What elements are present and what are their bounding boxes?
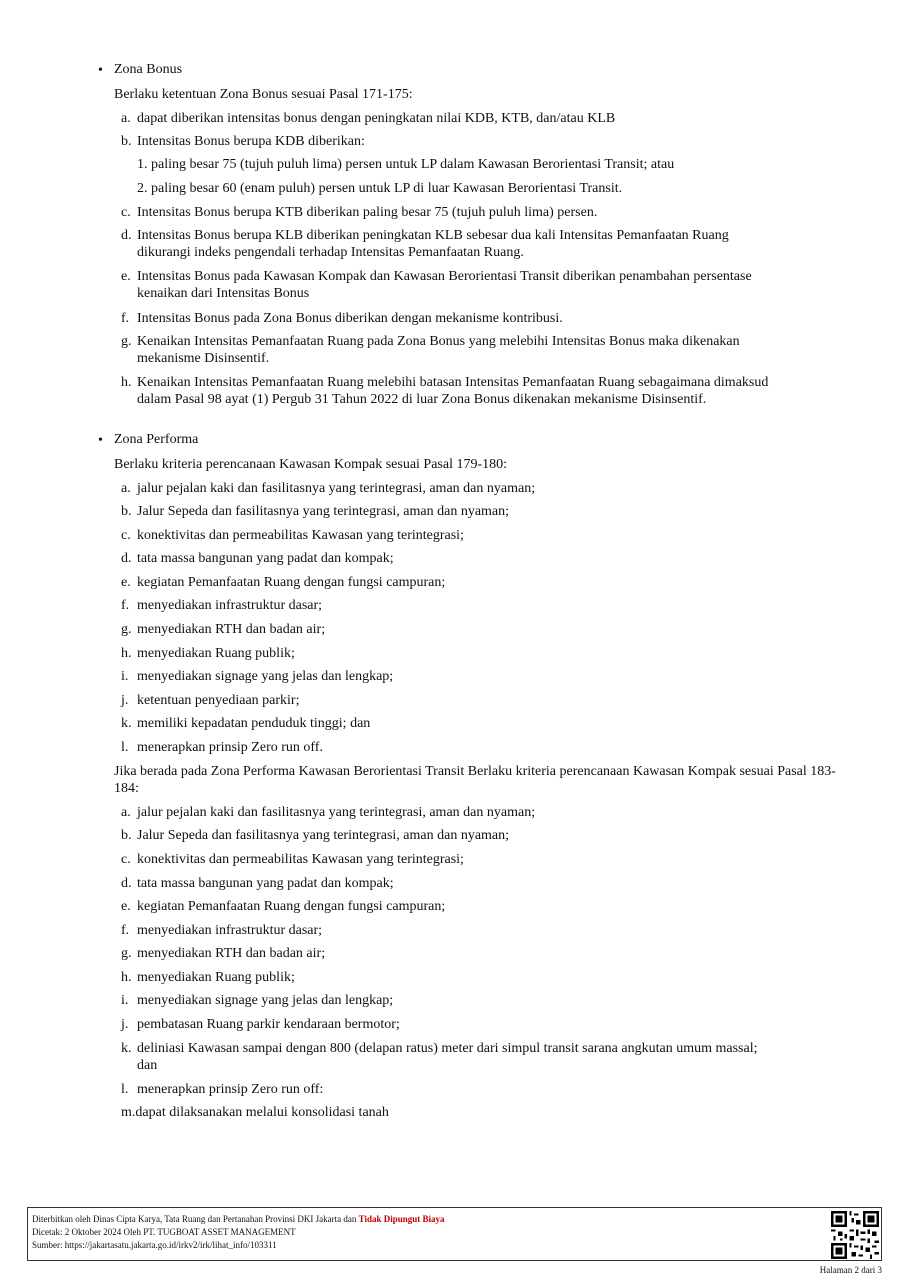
list-item-text: menyediakan signage yang jelas dan lengkap; bbox=[137, 669, 394, 684]
list-item bbox=[121, 1081, 781, 1098]
list-item-text: Kenaikan Intensitas Pemanfaatan Ruang pada Zona Bonus yang melebihi Intensitas Bonus maka dikenakan mekanisme Disinsentif. bbox=[137, 334, 740, 366]
list-item-text: Jalur Sepeda dan fasilitasnya yang terintegrasi, aman dan nyaman; bbox=[137, 828, 510, 843]
list-item bbox=[121, 804, 781, 821]
list-item bbox=[121, 310, 781, 327]
list-item bbox=[121, 875, 781, 892]
list-item bbox=[121, 645, 781, 662]
section-title-zona-performa: Zona Performa bbox=[114, 432, 199, 447]
list-item-text: menyediakan infrastruktur dasar; bbox=[137, 598, 323, 613]
list-item bbox=[121, 597, 781, 614]
list-item-last: m.dapat dilaksanakan melalui konsolidasi tanah bbox=[121, 1105, 389, 1120]
list-item bbox=[121, 268, 781, 302]
list-item-text: menerapkan prinsip Zero run off. bbox=[137, 740, 323, 755]
list-item bbox=[121, 480, 781, 497]
list-marker: e. bbox=[121, 269, 131, 284]
list-item bbox=[121, 204, 781, 221]
zona-performa-intro: Berlaku kriteria perencanaan Kawasan Kompak sesuai Pasal 179-180: bbox=[114, 457, 508, 472]
list-marker: j. bbox=[121, 1017, 129, 1032]
list-item-text: jalur pejalan kaki dan fasilitasnya yang terintegrasi, aman dan nyaman; bbox=[137, 481, 536, 496]
list-item bbox=[121, 374, 781, 408]
list-marker: b. bbox=[121, 134, 132, 149]
list-marker: e. bbox=[121, 899, 131, 914]
list-item-text: Intensitas Bonus berupa KTB diberikan paling besar 75 (tujuh puluh lima) persen. bbox=[137, 205, 598, 220]
footer-publisher-line bbox=[32, 1213, 445, 1226]
list-marker: c. bbox=[121, 205, 131, 220]
list-marker: c. bbox=[121, 852, 131, 867]
list-item bbox=[121, 574, 781, 591]
list-item-text: konektivitas dan permeabilitas Kawasan yang terintegrasi; bbox=[137, 528, 464, 543]
list-marker: d. bbox=[121, 228, 132, 243]
list-item bbox=[121, 550, 781, 567]
list-item bbox=[121, 692, 781, 709]
list-item bbox=[121, 715, 781, 732]
list-item-text: menyediakan RTH dan badan air; bbox=[137, 622, 326, 637]
section-title-zona-bonus: Zona Bonus bbox=[114, 62, 183, 77]
list-marker: k. bbox=[121, 1041, 132, 1056]
list-item-text: menyediakan Ruang publik; bbox=[137, 970, 295, 985]
list-item bbox=[121, 133, 781, 150]
list-item-text: menyediakan infrastruktur dasar; bbox=[137, 923, 323, 938]
list-item bbox=[121, 333, 781, 367]
footer-source: Sumber: https://jakartasatu.jakarta.go.id/irkv2/irk/lihat_info/103311 bbox=[32, 1240, 277, 1250]
list-marker: a. bbox=[121, 111, 131, 126]
list-item-text: jalur pejalan kaki dan fasilitasnya yang terintegrasi, aman dan nyaman; bbox=[137, 805, 536, 820]
list-item bbox=[121, 1040, 781, 1074]
list-item bbox=[121, 898, 781, 915]
list-marker: g. bbox=[121, 334, 132, 349]
footer-free-label: Tidak Dipungut Biaya bbox=[358, 1214, 445, 1224]
footer-publisher: Diterbitkan oleh Dinas Cipta Karya, Tata Ruang dan Pertanahan Provinsi DKI Jakarta dan bbox=[32, 1214, 357, 1224]
list-item-text: kegiatan Pemanfaatan Ruang dengan fungsi campuran; bbox=[137, 575, 446, 590]
list-item-text: pembatasan Ruang parkir kendaraan bermotor; bbox=[137, 1017, 400, 1032]
zona-bonus-intro: Berlaku ketentuan Zona Bonus sesuai Pasal 171-175: bbox=[114, 87, 413, 102]
list-marker: g. bbox=[121, 622, 132, 637]
list-item bbox=[121, 527, 781, 544]
list-item bbox=[121, 621, 781, 638]
list-marker: b. bbox=[121, 828, 132, 843]
list-item-text: menyediakan signage yang jelas dan lengkap; bbox=[137, 993, 394, 1008]
list-marker: g. bbox=[121, 946, 132, 961]
list-item bbox=[121, 668, 781, 685]
list-item bbox=[121, 227, 781, 261]
sub-list-item: 1. paling besar 75 (tujuh puluh lima) persen untuk LP dalam Kawasan Berorientasi Transit; atau bbox=[137, 157, 675, 172]
list-marker: h. bbox=[121, 646, 132, 661]
list-item-text: ketentuan penyediaan parkir; bbox=[137, 693, 300, 708]
list-item-text: menerapkan prinsip Zero run off: bbox=[137, 1082, 324, 1097]
list-item-text: Intensitas Bonus berupa KLB diberikan peningkatan KLB sebesar dua kali Intensitas Pemanfaatan Ruang dikurangi indeks pengendali terhadap Intensitas Pemanfaatan Ruang. bbox=[137, 228, 729, 260]
sub-list-item: 2. paling besar 60 (enam puluh) persen untuk LP di luar Kawasan Berorientasi Transit. bbox=[137, 181, 623, 196]
list-marker: h. bbox=[121, 970, 132, 985]
bullet-dot: • bbox=[98, 433, 103, 448]
list-item-text: deliniasi Kawasan sampai dengan 800 (delapan ratus) meter dari simpul transit sarana angkutan umum massal; dan bbox=[137, 1041, 758, 1073]
list-item-text: dapat diberikan intensitas bonus dengan peningkatan nilai KDB, KTB, dan/atau KLB bbox=[137, 111, 616, 126]
list-item-text: Kenaikan Intensitas Pemanfaatan Ruang melebihi batasan Intensitas Pemanfaatan Ruang sebagaimana dimaksud dalam Pasal 98 ayat (1) Pergub 31 Tahun 2022 di luar Zona Bonus dikenakan mekanisme Disinsentif. bbox=[137, 375, 769, 407]
list-item-text: Intensitas Bonus pada Zona Bonus diberikan dengan mekanisme kontribusi. bbox=[137, 311, 563, 326]
list-item bbox=[121, 945, 781, 962]
zona-performa-tod-intro: Jika berada pada Zona Performa Kawasan Berorientasi Transit Berlaku kriteria perencanaan Kawasan Kompak sesuai Pasal 183-184: bbox=[114, 764, 836, 796]
list-item-text: menyediakan Ruang publik; bbox=[137, 646, 295, 661]
list-item-text: kegiatan Pemanfaatan Ruang dengan fungsi campuran; bbox=[137, 899, 446, 914]
list-item bbox=[121, 827, 781, 844]
list-item-text: Intensitas Bonus pada Kawasan Kompak dan Kawasan Berorientasi Transit diberikan penambahan persentase kenaikan dari Intensitas Bonus bbox=[137, 269, 752, 301]
list-item bbox=[121, 739, 781, 756]
list-item-text: memiliki kepadatan penduduk tinggi; dan bbox=[137, 716, 371, 731]
list-marker: j. bbox=[121, 693, 129, 708]
list-item bbox=[121, 503, 781, 520]
list-marker: b. bbox=[121, 504, 132, 519]
list-marker: a. bbox=[121, 805, 131, 820]
list-marker: f. bbox=[121, 923, 130, 938]
qr-code-icon bbox=[831, 1211, 879, 1259]
bullet-dot: • bbox=[98, 63, 103, 78]
list-item bbox=[121, 1016, 781, 1033]
list-item bbox=[121, 851, 781, 868]
list-marker: e. bbox=[121, 575, 131, 590]
list-item-text: Jalur Sepeda dan fasilitasnya yang terintegrasi, aman dan nyaman; bbox=[137, 504, 510, 519]
list-item-text: menyediakan RTH dan badan air; bbox=[137, 946, 326, 961]
list-item bbox=[121, 922, 781, 939]
list-item-text: konektivitas dan permeabilitas Kawasan yang terintegrasi; bbox=[137, 852, 464, 867]
list-marker: i. bbox=[121, 669, 129, 684]
document-footer bbox=[27, 1207, 882, 1261]
page-number: Halaman 2 dari 3 bbox=[819, 1265, 882, 1275]
list-marker: k. bbox=[121, 716, 132, 731]
list-item bbox=[121, 969, 781, 986]
list-item bbox=[121, 992, 781, 1009]
list-marker: i. bbox=[121, 993, 129, 1008]
list-item-text: tata massa bangunan yang padat dan kompak; bbox=[137, 876, 394, 891]
list-marker: c. bbox=[121, 528, 131, 543]
list-marker: d. bbox=[121, 876, 132, 891]
list-marker: h. bbox=[121, 375, 132, 390]
list-marker: a. bbox=[121, 481, 131, 496]
footer-printed: Dicetak: 2 Oktober 2024 Oleh PT. TUGBOAT ASSET MANAGEMENT bbox=[32, 1227, 296, 1237]
list-marker: f. bbox=[121, 598, 130, 613]
list-marker: d. bbox=[121, 551, 132, 566]
list-marker: f. bbox=[121, 311, 130, 326]
list-item-text: Intensitas Bonus berupa KDB diberikan: bbox=[137, 134, 365, 149]
list-marker: l. bbox=[121, 1082, 129, 1097]
list-item bbox=[121, 110, 781, 127]
list-item-text: tata massa bangunan yang padat dan kompak; bbox=[137, 551, 394, 566]
list-marker: l. bbox=[121, 740, 129, 755]
